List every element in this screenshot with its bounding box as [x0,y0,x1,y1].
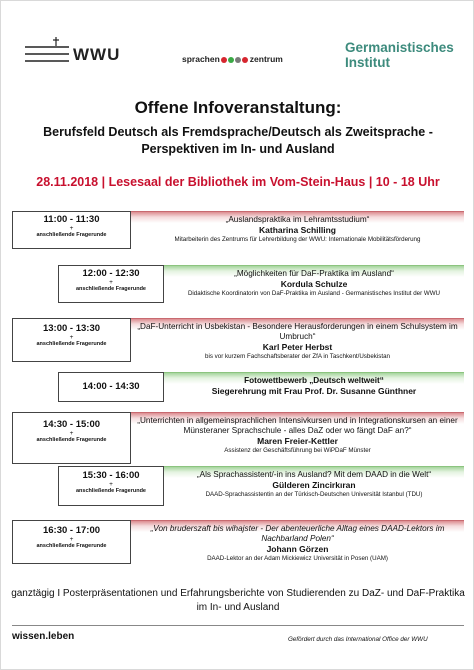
session-time-box [58,372,164,402]
session-plus: + [109,481,113,488]
session-row [58,466,464,506]
session-time: 15:30 - 16:00 [82,470,140,481]
session-speaker: Johann Görzen [266,544,329,554]
session-plus: + [109,279,113,286]
session-row [12,412,464,464]
session-topic: „Möglichkeiten für DaF-Praktika im Ausland“ [234,269,394,278]
session-time-box [58,466,164,506]
session-role: Assistenz der Geschäftsführung bei WiPDaF Münster [224,447,371,454]
session-content [131,520,464,564]
session-qa: anschließende Fragerunde [36,437,107,443]
session-row [58,265,464,303]
session-time: 14:30 - 15:00 [42,419,101,430]
session-qa: anschließende Fragerunde [36,232,107,238]
sprachenzentrum-left-label: sprachen [182,54,220,64]
session-time: 11:00 - 11:30 [43,214,100,225]
session-time: 16:30 - 17:00 [42,525,101,536]
session-content [164,372,464,402]
session-plus: + [69,334,74,341]
session-plus: + [69,536,74,543]
session-role: bis vor kurzem Fachschaftsberater der ZfA in Taschkent/Usbekistan [205,353,390,360]
session-topic: „Als Sprachassistent/-in ins Ausland? Mit dem DAAD in die Welt“ [196,470,432,479]
session-qa: anschließende Fragerunde [76,286,146,292]
session-topic: „Auslandspraktika im Lehramtsstudium“ [225,215,370,224]
session-role: DAAD-Sprachassistentin an der Türkisch-Deutschen Universität Istanbul (TDU) [205,491,423,498]
session-qa: anschließende Fragerunde [76,488,146,494]
sprachenzentrum-dots-icon [221,55,249,65]
session-content [131,211,464,249]
footer-divider [12,625,464,626]
session-plus: + [69,225,74,232]
sprachenzentrum-logo [182,54,283,65]
footer-note: ganztägig I Posterpräsentationen und Erfahrungsberichte von Studierenden zu DaZ- und DaF-Praktika im In- und Ausland [11,588,465,613]
session-topic: „Von bruderszaft bis wihajster - Der abenteuerliche Alltag eines DAAD-Lektors im Nachbarland Polen“ [150,524,445,543]
session-row [12,211,464,249]
session-time-box [12,318,131,362]
session-row [12,520,464,564]
event-subtitle: Berufsfeld Deutsch als Fremdsprache/Deutsch als Zweitsprache - Perspektiven im In- und Ausland [43,125,433,156]
session-topic: Fotowettbewerb „Deutsch weltweit“ [244,376,384,385]
session-qa: anschließende Fragerunde [36,543,107,549]
event-dateline: 28.11.2018 | Lesesaal der Bibliothek im Vom-Stein-Haus | 10 - 18 Uhr [36,175,440,189]
session-time: 12:00 - 12:30 [82,268,140,279]
session-role: Didaktische Koordinatorin von DaF-Praktika im Ausland - Germanistisches Institut der WWU [187,290,441,297]
footer-sponsor: Gefördert durch das International Office der WWU [288,636,428,643]
session-row [58,372,464,402]
session-time: 13:00 - 13:30 [42,323,101,334]
session-time: 14:00 - 14:30 [82,381,140,392]
event-title: Offene Infoveranstaltung: [134,98,342,117]
session-topic: „DaF-Unterricht in Usbekistan - Besondere Herausforderungen in einem Schulsystem im Umbruch“ [137,322,458,341]
session-speaker: Karl Peter Herbst [262,342,333,352]
germanistik-line2: Institut [345,55,390,70]
session-time-box [12,412,131,464]
session-time-box [12,211,131,249]
session-content [131,412,464,464]
session-speaker: Gülderen Zincirkıran [272,480,356,490]
session-speaker: Maren Freier-Kettler [257,436,338,446]
session-role: Mitarbeiterin des Zentrums für Lehrerbildung der WWU: Internationale Mobilitätsförderung [174,236,421,243]
footer-motto: wissen.leben [12,631,75,642]
session-speaker: Siegerehrung mit Frau Prof. Dr. Susanne Günthner [211,386,417,396]
germanistik-logo [345,40,454,70]
session-row [12,318,464,362]
session-plus: + [69,430,74,437]
session-role: DAAD-Lektor an der Adam Mickiewicz Universität in Posen (UAM) [207,555,388,562]
session-qa: anschließende Fragerunde [36,341,107,347]
sprachenzentrum-right-label: zentrum [249,54,283,64]
wwu-label: WWU [73,45,121,64]
session-time-box [12,520,131,564]
session-speaker: Kordula Schulze [280,279,348,289]
session-content [164,265,464,303]
session-content [131,318,464,362]
session-time-box [58,265,164,303]
session-content [164,466,464,506]
germanistik-line1: Germanistisches [345,40,454,55]
session-speaker: Katharina Schilling [259,225,336,235]
session-topic: „Unterrichten in allgemeinsprachlichen Intensivkursen und in Integrationskursen an einer Münsteraner Sprachschule - alles DaZ oder wo fängt DaF an?“ [137,416,458,435]
